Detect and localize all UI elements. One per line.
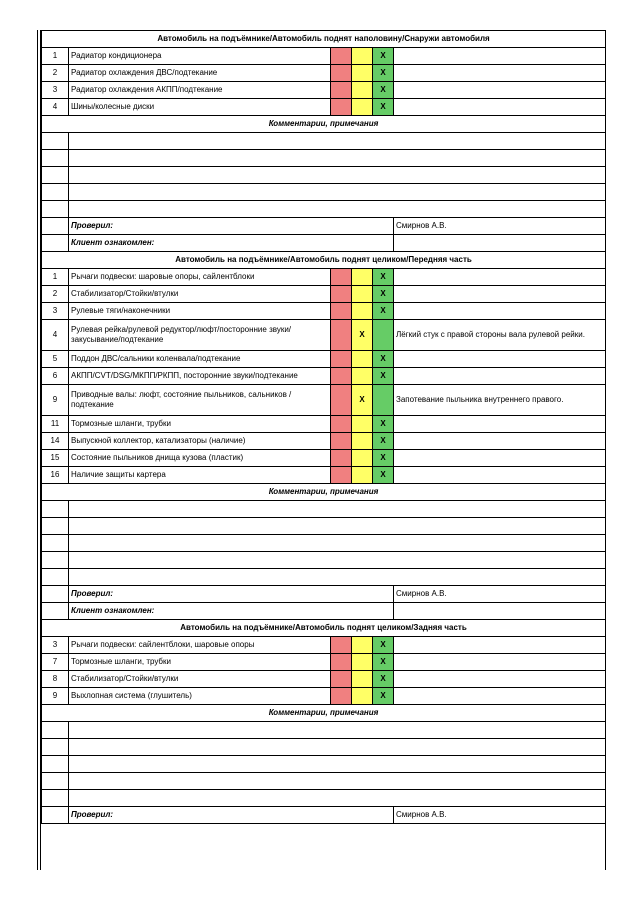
row-number: 3 (42, 82, 69, 99)
comment-line-row (42, 773, 606, 790)
comment-line-num (42, 535, 69, 552)
row-number: 4 (42, 320, 69, 351)
checklist-row (42, 688, 606, 705)
row-item-name: Состояние пыльников днища кузова (пластик) (69, 450, 331, 467)
row-item-name: Стабилизатор/Стойки/втулки (69, 286, 331, 303)
row-note (394, 671, 606, 688)
status-red-cell (331, 303, 352, 320)
comment-line-row (42, 201, 606, 218)
checked-by-value: Смирнов А.В. (394, 586, 606, 603)
row-note (394, 82, 606, 99)
row-item-name: АКПП/CVT/DSG/МКПП/РКПП, посторонние звуки/подтекание (69, 368, 331, 385)
checklist-row (42, 467, 606, 484)
row-note (394, 48, 606, 65)
status-yellow-cell (352, 351, 373, 368)
status-green-cell: X (373, 48, 394, 65)
row-note (394, 351, 606, 368)
checklist-row (42, 385, 606, 416)
comment-line (69, 739, 606, 756)
comment-line-row (42, 722, 606, 739)
row-number: 1 (42, 269, 69, 286)
client-ack-value (394, 235, 606, 252)
status-red-cell (331, 654, 352, 671)
status-yellow-cell: X (352, 320, 373, 351)
comment-line (69, 501, 606, 518)
row-note (394, 286, 606, 303)
comment-line (69, 722, 606, 739)
status-yellow-cell (352, 433, 373, 450)
status-yellow-cell (352, 450, 373, 467)
status-red-cell (331, 467, 352, 484)
checked-by-row (42, 586, 606, 603)
row-item-name: Радиатор охлаждения ДВС/подтекание (69, 65, 331, 82)
row-item-name: Радиатор кондиционера (69, 48, 331, 65)
status-green-cell: X (373, 303, 394, 320)
comment-line-row (42, 518, 606, 535)
checked-by-label: Проверил: (69, 807, 394, 824)
comment-line-num (42, 569, 69, 586)
row-note (394, 654, 606, 671)
status-yellow-cell (352, 637, 373, 654)
comments-title: Комментарии, примечания (42, 484, 606, 501)
comment-line (69, 518, 606, 535)
checklist-row (42, 286, 606, 303)
status-green-cell: X (373, 450, 394, 467)
status-yellow-cell: X (352, 385, 373, 416)
row-note: Лёгкий стук с правой стороны вала рулевой рейки. (394, 320, 606, 351)
comment-line-num (42, 201, 69, 218)
row-note (394, 467, 606, 484)
comment-line (69, 756, 606, 773)
status-red-cell (331, 286, 352, 303)
status-red-cell (331, 433, 352, 450)
status-green-cell: X (373, 286, 394, 303)
row-item-name: Тормозные шланги, трубки (69, 654, 331, 671)
status-yellow-cell (352, 303, 373, 320)
row-number: 16 (42, 467, 69, 484)
comment-line-row (42, 756, 606, 773)
status-green-cell: X (373, 99, 394, 116)
status-green-cell (373, 320, 394, 351)
row-item-name: Радиатор охлаждения АКПП/подтекание (69, 82, 331, 99)
row-number: 4 (42, 99, 69, 116)
checklist-row (42, 368, 606, 385)
status-green-cell: X (373, 416, 394, 433)
status-yellow-cell (352, 654, 373, 671)
checklist-row (42, 671, 606, 688)
client-ack-row (42, 235, 606, 252)
comment-line-num (42, 167, 69, 184)
sheet-left-border (37, 30, 38, 870)
status-red-cell (331, 82, 352, 99)
checklist-row (42, 82, 606, 99)
comment-line-row (42, 535, 606, 552)
comments-header-row (42, 484, 606, 501)
row-note (394, 433, 606, 450)
checked-by-row (42, 807, 606, 824)
status-red-cell (331, 48, 352, 65)
status-red-cell (331, 99, 352, 116)
comment-line-num (42, 501, 69, 518)
row-note (394, 416, 606, 433)
status-green-cell: X (373, 688, 394, 705)
row-item-name: Стабилизатор/Стойки/втулки (69, 671, 331, 688)
comment-line-row (42, 552, 606, 569)
status-red-cell (331, 385, 352, 416)
comment-line-row (42, 150, 606, 167)
comment-line-num (42, 150, 69, 167)
row-number: 15 (42, 450, 69, 467)
comment-line-row (42, 569, 606, 586)
comment-line-num (42, 739, 69, 756)
row-number: 6 (42, 368, 69, 385)
row-item-name: Выпускной коллектор, катализаторы (наличие) (69, 433, 331, 450)
status-red-cell (331, 65, 352, 82)
status-red-cell (331, 450, 352, 467)
status-green-cell: X (373, 368, 394, 385)
row-item-name: Рулевая рейка/рулевой редуктор/люфт/посторонние звуки/ закусывание/подтекание (69, 320, 331, 351)
status-green-cell: X (373, 671, 394, 688)
row-item-name: Приводные валы: люфт, состояние пыльников, сальников / подтекание (69, 385, 331, 416)
row-note (394, 368, 606, 385)
comment-line-num (42, 133, 69, 150)
status-yellow-cell (352, 269, 373, 286)
row-number: 9 (42, 688, 69, 705)
section-header-row (42, 252, 606, 269)
status-green-cell: X (373, 654, 394, 671)
status-yellow-cell (352, 48, 373, 65)
section-title: Автомобиль на подъёмнике/Автомобиль поднят целиком/Задняя часть (42, 620, 606, 637)
comment-line-row (42, 739, 606, 756)
comment-line-num (42, 756, 69, 773)
comments-header-row (42, 116, 606, 133)
section-header-row (42, 31, 606, 48)
row-number: 2 (42, 65, 69, 82)
comment-line-row (42, 790, 606, 807)
checklist-row (42, 637, 606, 654)
status-green-cell: X (373, 82, 394, 99)
status-yellow-cell (352, 82, 373, 99)
row-item-name: Выхлопная система (глушитель) (69, 688, 331, 705)
client-ack-label: Клиент ознакомлен: (69, 235, 394, 252)
client-ack-row (42, 603, 606, 620)
client-ack-spacer (42, 235, 69, 252)
checked-by-value: Смирнов А.В. (394, 218, 606, 235)
checked-by-spacer (42, 807, 69, 824)
status-green-cell: X (373, 637, 394, 654)
comment-line-num (42, 184, 69, 201)
comments-title: Комментарии, примечания (42, 705, 606, 722)
comment-line (69, 201, 606, 218)
comment-line-num (42, 790, 69, 807)
section-header-row (42, 620, 606, 637)
row-item-name: Рычаги подвески: шаровые опоры, сайлентблоки (69, 269, 331, 286)
comment-line (69, 773, 606, 790)
checklist-row (42, 416, 606, 433)
checked-by-label: Проверил: (69, 218, 394, 235)
comment-line (69, 790, 606, 807)
checklist-row (42, 48, 606, 65)
checklist-row (42, 65, 606, 82)
checklist-row (42, 269, 606, 286)
row-note (394, 637, 606, 654)
comment-line (69, 133, 606, 150)
status-green-cell: X (373, 433, 394, 450)
row-note (394, 65, 606, 82)
row-note (394, 688, 606, 705)
status-green-cell: X (373, 269, 394, 286)
comment-line-row (42, 133, 606, 150)
section-title: Автомобиль на подъёмнике/Автомобиль поднят наполовину/Снаружи автомобиля (42, 31, 606, 48)
checked-by-label: Проверил: (69, 586, 394, 603)
section-title: Автомобиль на подъёмнике/Автомобиль поднят целиком/Передняя часть (42, 252, 606, 269)
status-red-cell (331, 368, 352, 385)
comment-line-num (42, 552, 69, 569)
status-red-cell (331, 320, 352, 351)
comment-line-row (42, 184, 606, 201)
comment-line (69, 552, 606, 569)
row-note (394, 99, 606, 116)
checked-by-spacer (42, 586, 69, 603)
status-red-cell (331, 637, 352, 654)
row-note: Запотевание пыльника внутреннего правого. (394, 385, 606, 416)
row-item-name: Рычаги подвески: сайлентблоки, шаровые опоры (69, 637, 331, 654)
row-note (394, 269, 606, 286)
status-green-cell: X (373, 351, 394, 368)
status-red-cell (331, 351, 352, 368)
status-red-cell (331, 416, 352, 433)
comments-header-row (42, 705, 606, 722)
row-number: 7 (42, 654, 69, 671)
status-green-cell: X (373, 467, 394, 484)
status-yellow-cell (352, 99, 373, 116)
status-red-cell (331, 671, 352, 688)
status-green-cell (373, 385, 394, 416)
row-item-name: Рулевые тяги/наконечники (69, 303, 331, 320)
comment-line (69, 184, 606, 201)
status-yellow-cell (352, 368, 373, 385)
comment-line-row (42, 501, 606, 518)
status-red-cell (331, 688, 352, 705)
checklist-row (42, 654, 606, 671)
client-ack-label: Клиент ознакомлен: (69, 603, 394, 620)
row-item-name: Поддон ДВС/сальники коленвала/подтекание (69, 351, 331, 368)
comment-line (69, 167, 606, 184)
checklist-row (42, 99, 606, 116)
checklist-row (42, 320, 606, 351)
comment-line (69, 569, 606, 586)
checked-by-row (42, 218, 606, 235)
status-green-cell: X (373, 65, 394, 82)
checklist-row (42, 433, 606, 450)
row-number: 2 (42, 286, 69, 303)
status-yellow-cell (352, 671, 373, 688)
row-number: 3 (42, 303, 69, 320)
checklist-row (42, 351, 606, 368)
row-number: 8 (42, 671, 69, 688)
checked-by-value: Смирнов А.В. (394, 807, 606, 824)
comment-line-num (42, 722, 69, 739)
row-item-name: Наличие защиты картера (69, 467, 331, 484)
comment-line (69, 150, 606, 167)
status-yellow-cell (352, 416, 373, 433)
checklist-row (42, 303, 606, 320)
row-number: 1 (42, 48, 69, 65)
row-number: 9 (42, 385, 69, 416)
checked-by-spacer (42, 218, 69, 235)
client-ack-spacer (42, 603, 69, 620)
row-number: 3 (42, 637, 69, 654)
comment-line-num (42, 518, 69, 535)
row-item-name: Шины/колесные диски (69, 99, 331, 116)
comment-line-row (42, 167, 606, 184)
row-number: 11 (42, 416, 69, 433)
row-number: 14 (42, 433, 69, 450)
inspection-sheet (41, 30, 606, 824)
checklist-row (42, 450, 606, 467)
status-yellow-cell (352, 65, 373, 82)
status-yellow-cell (352, 467, 373, 484)
status-red-cell (331, 269, 352, 286)
row-item-name: Тормозные шланги, трубки (69, 416, 331, 433)
comment-line (69, 535, 606, 552)
status-yellow-cell (352, 286, 373, 303)
row-note (394, 303, 606, 320)
client-ack-value (394, 603, 606, 620)
row-number: 5 (42, 351, 69, 368)
status-yellow-cell (352, 688, 373, 705)
comment-line-num (42, 773, 69, 790)
row-note (394, 450, 606, 467)
comments-title: Комментарии, примечания (42, 116, 606, 133)
